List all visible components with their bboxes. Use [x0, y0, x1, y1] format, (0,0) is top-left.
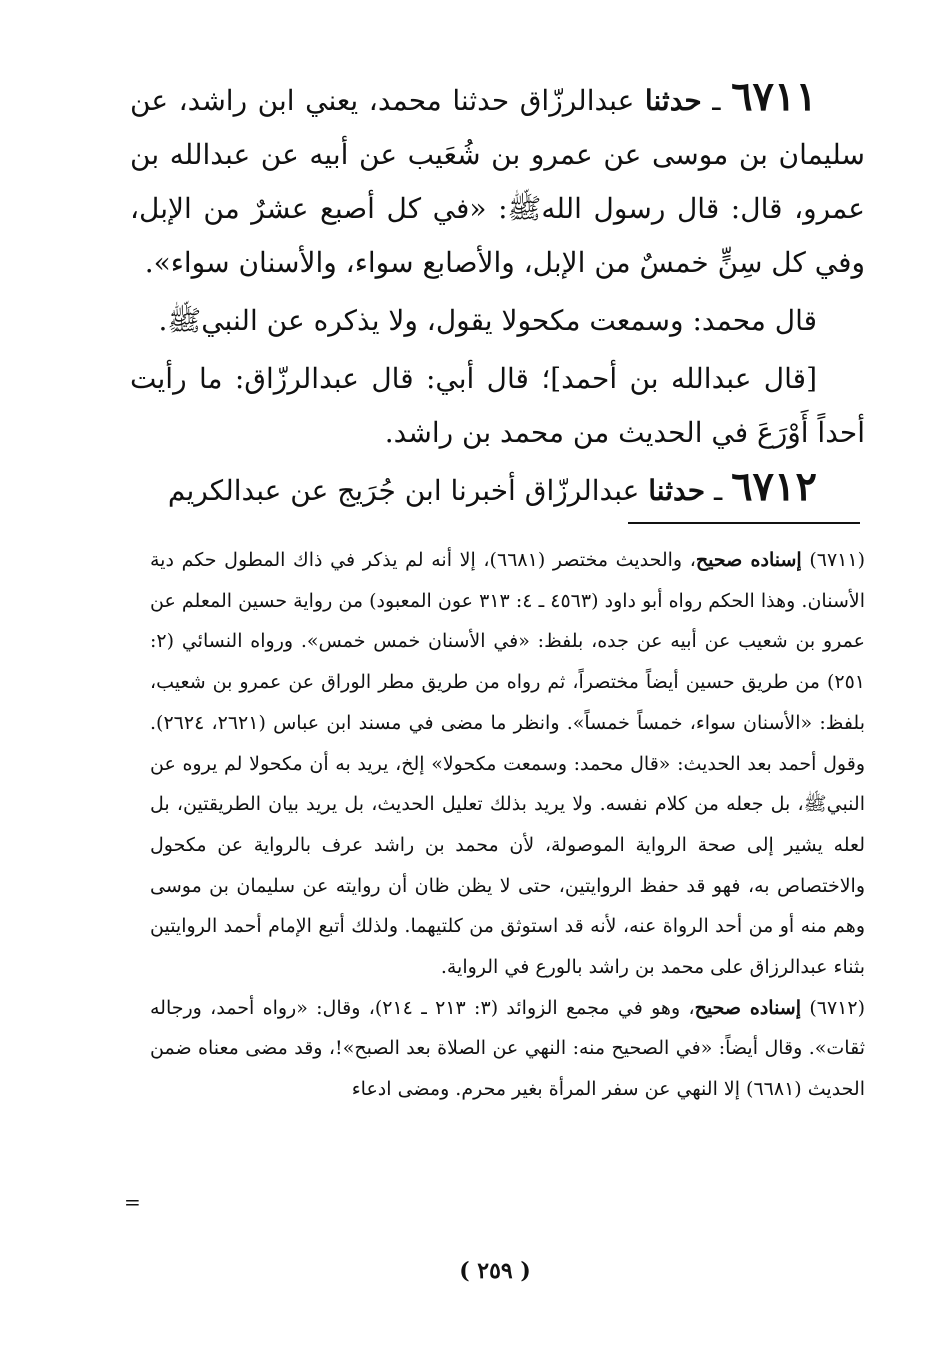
footnote-6711 — [150, 540, 865, 988]
dash: ـ — [705, 474, 732, 507]
hadith-6711 — [130, 70, 865, 290]
main-text — [130, 70, 865, 518]
footnote-separator — [628, 522, 860, 524]
hadith-number: ٦٧١١ — [731, 73, 817, 120]
hadith-number: ٦٧١٢ — [731, 463, 817, 510]
footnote-text: ، والحديث مختصر (٦٦٨١)، إلا أنه لم يذكر في ذاك المطول حكم دية الأسنان. وهذا الحكم رواه أبو داود (٤٥٦٣ ـ ٤: ٣١٣ عون المعبود) من رواية حسين المعلم عن عمرو بن شعيب عن أبيه عن جده، بلفظ: «في الأسنان خمس خمس». ورواه النسائي (٢: ٢٥١) من طريق حسين أيضاً مختصراً، ثم رواه من طريق مطر الوراق عن عمرو بن شعيب، بلفظ: «الأسنان سواء، خمساً خمساً». وانظر ما مضى في مسند ابن عباس (٢٦٢١، ٢٦٢٤). وقول أحمد بعد الحديث: «قال محمد: وسمعت مكحولا» إلخ، يريد به أن مكحولا لم يروه عن النبيﷺ، بل جعله من كلام نفسه. ولا يريد بذلك تعليل الحديث، بل يريد بيان الطريقتين، بل لعله يشير إلى صحة الرواية الموصولة، لأن محمد بن راشد عرف بالرواية عن مكحول والاختصاص به، فهو قد حفظ الروايتين، حتى لا يظن ظان أن روايته عن سليمان بن موسى وهم منه أو من أحد الرواة عنه، لأنه قد استوثق من كلتيهما. ولذلك أتبع الإمام أحمد الروايتين بثناء عبدالرزاق على محمد بن راشد بالورع في الرواية. — [150, 549, 866, 979]
hadith-keyword: حدثنا — [644, 84, 702, 117]
hadith-6712 — [130, 460, 865, 518]
footnotes — [150, 540, 865, 1110]
continuation-mark: = — [124, 1190, 141, 1214]
hadith-text: عبدالرزّاق حدثنا محمد، يعني ابن راشد، عن سليمان بن موسى عن عمرو بن شُعَيب عن أبيه عن عبدالله بن عمرو، قال: قال رسول اللهﷺ: «في كل أصبع عشرٌ من الإبل، وفي كل سِنٍّ خمسٌ من الإبل، والأصابع سواء، والأسنان سواء». — [130, 84, 865, 279]
footnote-ref: (٦٧١٢) — [801, 996, 865, 1019]
footnote-grading: إسناده صحيح — [694, 996, 802, 1019]
paragraph-muhammad: قال محمد: وسمعت مكحولا يقول، ولا يذكره عن النبيﷺ. — [158, 304, 817, 337]
footnote-6712 — [150, 988, 865, 1110]
page-number: ( ٢٥٩ ) — [459, 1258, 531, 1284]
hadith-keyword: حدثنا — [648, 474, 706, 507]
paragraph-abdullah: [قال عبدالله بن أحمد]؛ قال أبي: قال عبدالرزّاق: ما رأيت أحداً أَوْرَعَ في الحديث من محمد بن راشد. — [130, 362, 865, 449]
footnote-text: ، وهو في مجمع الزوائد (٣: ٢١٣ ـ ٢١٤)، وقال: «رواه أحمد، ورجاله ثقات». وقال أيضاً: «في الصحيح منه: النهي عن الصلاة بعد الصبح»!، وقد مضى معناه ضمن الحديث (٦٦٨١) إلا النهي عن سفر المرأة بغير محرم. ومضى ادعاء — [150, 996, 865, 1101]
footnote-ref: (٦٧١١) — [801, 549, 866, 571]
dash: ـ — [701, 84, 732, 117]
hadith-text: عبدالرزّاق أخبرنا ابن جُرَيج عن عبدالكريم — [167, 474, 649, 507]
footnote-grading: إسناده صحيح — [695, 549, 802, 571]
